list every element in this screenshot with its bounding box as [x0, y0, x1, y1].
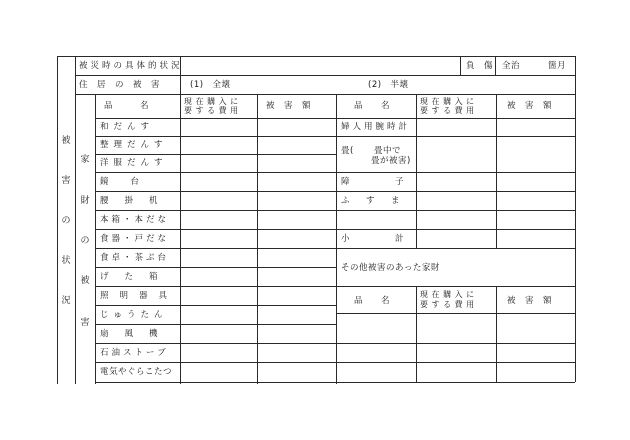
row-line	[95, 136, 575, 137]
col-line	[75, 56, 76, 384]
header-damage-right-2: 被 害 額	[507, 296, 553, 306]
col-line	[257, 94, 258, 384]
col-line	[496, 94, 497, 248]
header-damage-right: 被 害 額	[507, 101, 553, 111]
side-label-char: の	[61, 216, 71, 226]
row-line	[336, 313, 575, 314]
row-line	[95, 362, 575, 363]
side-label-char: 害	[61, 176, 71, 186]
list-item: 腰掛机	[100, 196, 174, 206]
list-item: 電気やぐらこたつ	[100, 367, 173, 377]
list-item: 婦人用腕時計	[341, 122, 411, 132]
other-damaged-goods-label: その他被害のあった家財	[341, 263, 440, 273]
row-line	[95, 248, 575, 249]
tatami-label-a: 畳(	[341, 146, 354, 156]
header-cost-right-1: 現 在 購 入 に	[420, 97, 475, 106]
col-line	[495, 56, 496, 75]
list-item: 本箱・本だな	[100, 215, 170, 225]
row-line	[95, 267, 336, 268]
row-line	[95, 286, 575, 287]
form-border-left	[57, 56, 58, 384]
col-line	[416, 94, 417, 248]
col-line	[180, 75, 181, 94]
kazai-label-char: の	[80, 236, 90, 246]
header-item-left: 品 名	[104, 101, 150, 111]
option-half-collapse: (2) 半壊	[368, 80, 409, 90]
tatami-label-b: 畳中で	[374, 146, 402, 156]
list-item: ふ す ま	[341, 196, 404, 206]
list-item: 扇風機	[100, 329, 174, 339]
row-line	[95, 343, 575, 344]
header-cost-left-2: 要 す る 費 用	[184, 106, 239, 115]
row-line	[95, 191, 575, 192]
col-line	[336, 94, 337, 384]
side-label-char: 況	[61, 296, 71, 306]
tatami-label-c: 畳が被害)	[371, 156, 411, 166]
header-item-right: 品 名	[354, 101, 391, 111]
header-cost-left-1: 現 在 購 入 に	[184, 97, 239, 106]
kazai-label-char: 被	[80, 276, 90, 286]
row-line	[95, 210, 575, 211]
col-line	[416, 286, 417, 382]
form-border-right	[575, 56, 576, 382]
list-item: 石油ストーブ	[100, 348, 169, 358]
row-line	[95, 324, 336, 325]
list-item: 整理だんす	[100, 140, 168, 150]
form-border-top	[57, 56, 575, 57]
residence-damage-label: 住 居 の 被 害	[79, 80, 161, 90]
row-line	[75, 75, 575, 76]
list-item: 小 計	[341, 234, 405, 244]
list-item: じゅうたん	[100, 310, 168, 320]
list-item: 照明器具	[100, 291, 179, 301]
full-cure-label: 全治	[502, 61, 521, 71]
row-line	[95, 305, 336, 306]
row-line	[95, 154, 336, 155]
kazai-label-char: 家	[80, 155, 90, 165]
list-item: 洋服だんす	[100, 158, 168, 168]
header-damage-left: 被 害 額	[266, 101, 312, 111]
row-line	[336, 382, 575, 383]
kazai-label-char: 財	[80, 196, 90, 206]
row-line	[95, 382, 336, 383]
list-item: 鏡台	[100, 177, 162, 187]
row-line	[95, 229, 575, 230]
list-item: げた箱	[100, 272, 174, 282]
row-line	[95, 172, 575, 173]
header-cost-right-2-1: 現 在 購 入 に	[420, 290, 475, 299]
injury-label: 負 傷	[466, 61, 494, 71]
side-label-char: 状	[61, 256, 71, 266]
side-label-char: 被	[61, 136, 71, 146]
list-item: 食器・戸だな	[100, 234, 170, 244]
col-line	[95, 94, 96, 384]
list-item: 障 子	[341, 177, 405, 187]
situation-label: 被災時の具体的状況	[79, 61, 183, 71]
months-label: 箇月	[548, 61, 567, 71]
row-line	[75, 94, 575, 95]
header-cost-right-2: 要 す る 費 用	[420, 106, 475, 115]
col-line	[496, 286, 497, 382]
row-line	[95, 118, 575, 119]
col-line	[460, 56, 461, 75]
header-cost-right-2-2: 要 す る 費 用	[420, 300, 475, 309]
kazai-label-char: 害	[80, 318, 90, 328]
header-item-right-2: 品 名	[354, 296, 391, 306]
list-item: 和だんす	[100, 122, 155, 132]
list-item: 食卓・茶ぶ台	[100, 253, 170, 263]
option-total-collapse: (1) 全壊	[190, 80, 231, 90]
col-line	[180, 94, 181, 384]
